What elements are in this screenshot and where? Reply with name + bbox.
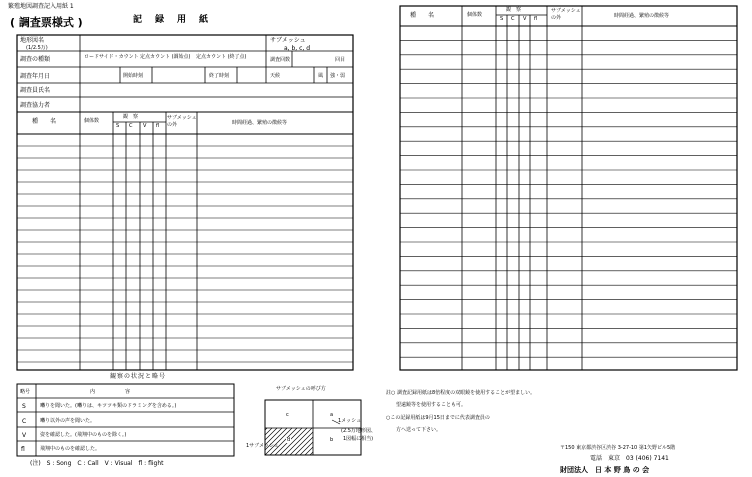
code-v-right: V [523, 16, 527, 22]
code-fl: fl [156, 123, 160, 129]
obs-header: 観 察 [123, 114, 139, 120]
hatch-line [280, 428, 307, 455]
submesh-cell-d: d [287, 437, 291, 443]
count-label: 調査回数 [270, 57, 291, 63]
count-header-right: 個体数 [467, 12, 483, 18]
submesh-cell-c: c [286, 412, 289, 418]
one-mesh-label: 1メッシュ [338, 418, 362, 424]
collaborator-label: 調査協力者 [20, 102, 51, 109]
legend-code: C [22, 418, 27, 425]
end-time-label: 終了時刻 [209, 73, 230, 79]
legend-text: 姿を確認した。(飛翔中のものを除く。) [40, 432, 127, 438]
note-line-4: 方へ送って下さい。 [386, 427, 442, 433]
legend-code-header: 略号 [20, 389, 31, 395]
form-number: 繁殖地図調査記入用紙 1 [8, 3, 74, 10]
map-note-2: 1図幅に相当) [343, 436, 374, 442]
surveyor-label: 調査員氏名 [20, 87, 51, 94]
legend-text: 飛翔中のものを確認した。 [40, 446, 101, 452]
code-fl-right: fl [534, 16, 538, 22]
weather-label: 天候 [270, 73, 281, 79]
map-name-label: 地形図名 [20, 37, 45, 44]
map-note-1: (2.5万地形図、 [341, 428, 376, 434]
submesh-label: サブメッシュ [270, 37, 306, 44]
notes-header-right: 時間経過、繁殖の徴候等 [614, 13, 670, 19]
outside-header: サブメッシュの外 [167, 115, 197, 128]
notes-header: 時間経過、繁殖の徴候等 [232, 120, 288, 126]
count-header: 個体数 [84, 118, 100, 124]
note-line-1: 註○ 調査記録用紙は8倍程度の双眼鏡を使用することが望ましい。 [386, 390, 536, 396]
org-name: 財団法人 日 本 野 鳥 の 会 [560, 466, 650, 474]
count-unit: 回目 [335, 57, 346, 63]
note-line-3: ○この記録用紙は9月15日までに代表調査員の [386, 415, 490, 421]
survey-point-end: 定点カウント (終了点) [196, 54, 247, 60]
species-header-right: 種 名 [410, 12, 435, 19]
sub-mesh-label: 1サブメッシュ [246, 443, 279, 449]
legend-note: (注) S : Song C : Call V : Visual fl : flight [30, 460, 164, 467]
hatch-line [290, 432, 313, 455]
form-title: 記 録 用 紙 [133, 15, 211, 25]
obs-header-right: 観 察 [506, 7, 522, 13]
legend-content-header: 内 容 [90, 389, 131, 395]
start-time-label: 開始時刻 [123, 73, 144, 79]
survey-point-start: 定点カウント (調始点) [140, 54, 191, 60]
map-scale: (1/2.5万) [26, 45, 48, 51]
code-c: C [129, 123, 133, 129]
submesh-cell-a: a [330, 412, 334, 418]
wind-label: 風 [318, 73, 324, 79]
right-sheet-frame [400, 6, 737, 370]
survey-date-label: 調査年月日 [20, 73, 51, 80]
hatch-line [270, 428, 297, 455]
submesh-cell-b: b [330, 437, 334, 443]
code-s-right: S [500, 16, 504, 22]
hatch-line [305, 447, 313, 455]
code-v: V [143, 123, 147, 129]
legend-text: 囀り以外の声を聞いた。 [40, 418, 96, 424]
wind-options: 強・弱 [330, 73, 346, 79]
legend-code: V [22, 432, 27, 439]
hatch-line [295, 437, 313, 455]
form-type: ( 調査票様式 ) [10, 16, 83, 29]
code-s: S [116, 123, 120, 129]
survey-roadside: ロードサイド・カウント [84, 54, 139, 60]
hatch-line [300, 442, 313, 455]
outside-header-right: サブメッシュの外 [551, 8, 581, 21]
legend-title: 観察の状況と略号 [110, 373, 167, 380]
submesh-title: サブメッシュの呼び方 [276, 386, 326, 392]
code-c-right: C [511, 16, 515, 22]
left-sheet-frame [17, 35, 353, 370]
hatch-line [265, 428, 277, 440]
legend-code: fl [21, 446, 25, 453]
species-header: 種 名 [32, 118, 57, 125]
org-address: 〒150 東京都渋谷区渋谷 3-27-10 第1矢野ビル5階 [560, 445, 676, 451]
survey-type-label: 調査の種類 [20, 56, 51, 63]
org-phone: 電話 東京 03 (406) 7141 [590, 455, 669, 462]
legend-code: S [22, 403, 26, 410]
note-line-2: 望遠鏡等を使用することも可。 [386, 402, 467, 408]
submesh-options: a, b, c, d [284, 45, 311, 52]
legend-text: 囀りを聞いた。(囀りは、キツツキ類のドラミングを含める。) [40, 403, 177, 409]
